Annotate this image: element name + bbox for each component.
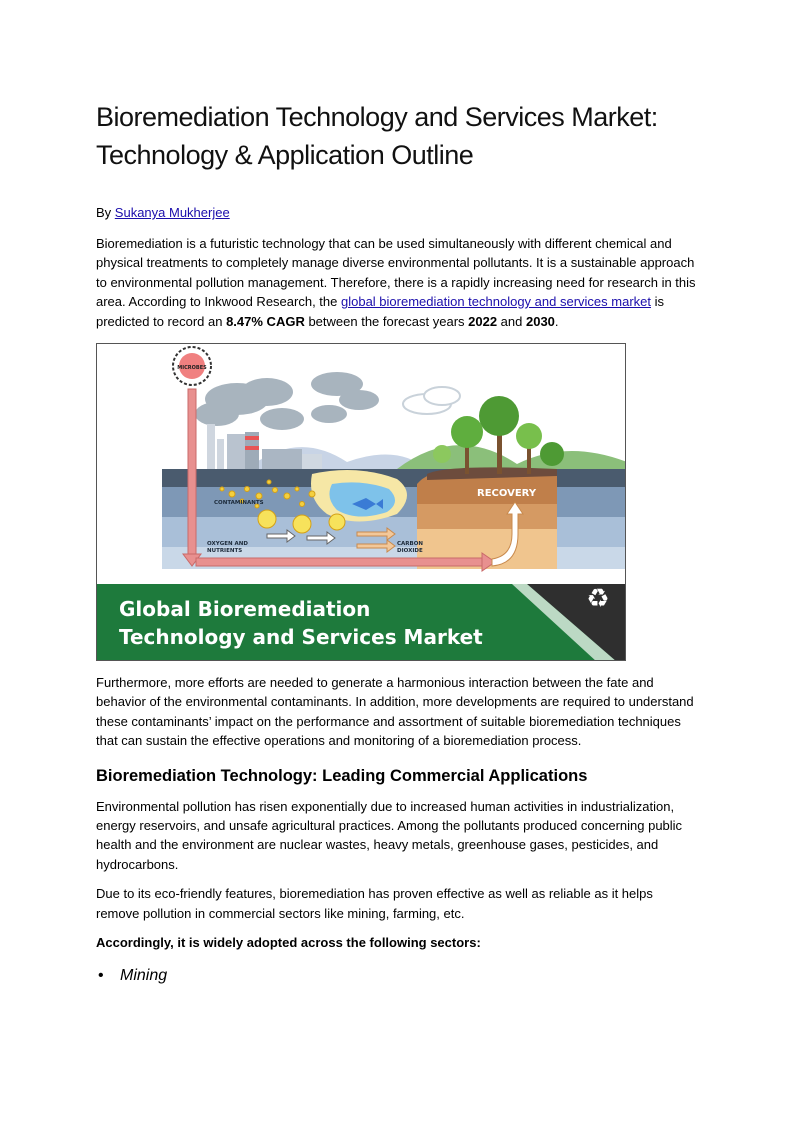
- paragraph-2: Furthermore, more efforts are needed to generate a harmonious interaction between the fate and behavior of the environmental contaminants. In addition, more developments are required to understand these contaminants’ impact on the performance and assortment of suitable bioremediation techniques that can sustain the effective operations and monitoring of a bioremediation process.: [96, 675, 694, 749]
- sector-list: [96, 965, 696, 987]
- year-start: 2022: [468, 313, 498, 329]
- banner-title-line2: Technology and Services Market: [119, 625, 483, 650]
- byline-prefix: By: [96, 205, 115, 220]
- article-figure: [96, 343, 626, 661]
- list-item-label: Mining: [120, 966, 168, 984]
- section-heading: Bioremediation Technology: Leading Commercial Applications: [96, 766, 588, 785]
- title-line-1: Bioremediation Technology and Services Market:: [96, 102, 658, 132]
- market-report-link[interactable]: global bioremediation technology and services market: [340, 294, 651, 310]
- paragraph-3: Environmental pollution has risen exponentially due to increased human activities in industrialization, energy reservoirs, and unsafe agricultural practices. Among the pollutants produced concerning public health and the environment are nuclear wastes, heavy metals, greenhouse gases, pesticides, and hydrocarbons.: [96, 798, 683, 872]
- article-body: [96, 98, 696, 1003]
- intro-text-4: and: [497, 313, 526, 329]
- recovery-label: RECOVERY: [477, 488, 537, 500]
- recovery-soil-band: [417, 504, 557, 529]
- recycle-icon: ♻: [586, 584, 610, 615]
- bullet-icon: •: [98, 966, 104, 984]
- carbon-label-line1: CARBON: [397, 541, 423, 548]
- list-item: [96, 965, 696, 987]
- paragraph-5: Accordingly, it is widely adopted across the following sectors:: [96, 935, 481, 951]
- intro-period: .: [554, 313, 559, 329]
- oxygen-label-line2: NUTRIENTS: [207, 548, 243, 555]
- paragraph-4: Due to its eco-friendly features, bioremediation has proven effective as well as reliable as it helps remove pollution in commercial sectors like mining, farming, etc.: [96, 886, 653, 921]
- banner-title-line1: Global Bioremediation: [119, 597, 371, 622]
- intro-paragraph: [96, 234, 696, 331]
- article-title: [96, 98, 696, 174]
- contaminants-label: CONTAMINANTS: [214, 500, 264, 507]
- oxygen-label-line1: OXYGEN AND: [207, 541, 248, 548]
- byline: [96, 204, 696, 222]
- intro-text-3: between the forecast years: [304, 313, 469, 329]
- intro-text-2: is predicted to record an: [96, 294, 664, 329]
- bioremediation-illustration: [97, 344, 626, 661]
- intro-text-1: Bioremediation is a futuristic technology that can be used simultaneously with different chemical and physical treatments to completely manage diverse environmental pollutants. It is a sustainable approach to environmental pollution management. Therefore, there is a rapidly increasing need for research in this area. According to Inkwood Research, the: [96, 236, 696, 310]
- cagr-value: 8.47% CAGR: [226, 313, 305, 329]
- title-line-2: Technology & Application Outline: [96, 140, 474, 170]
- carbon-label-line2: DIOXIDE: [397, 548, 423, 555]
- microbes-label: MICROBES: [177, 365, 207, 372]
- author-link[interactable]: Sukanya Mukherjee: [114, 205, 230, 220]
- year-end: 2030: [525, 313, 555, 329]
